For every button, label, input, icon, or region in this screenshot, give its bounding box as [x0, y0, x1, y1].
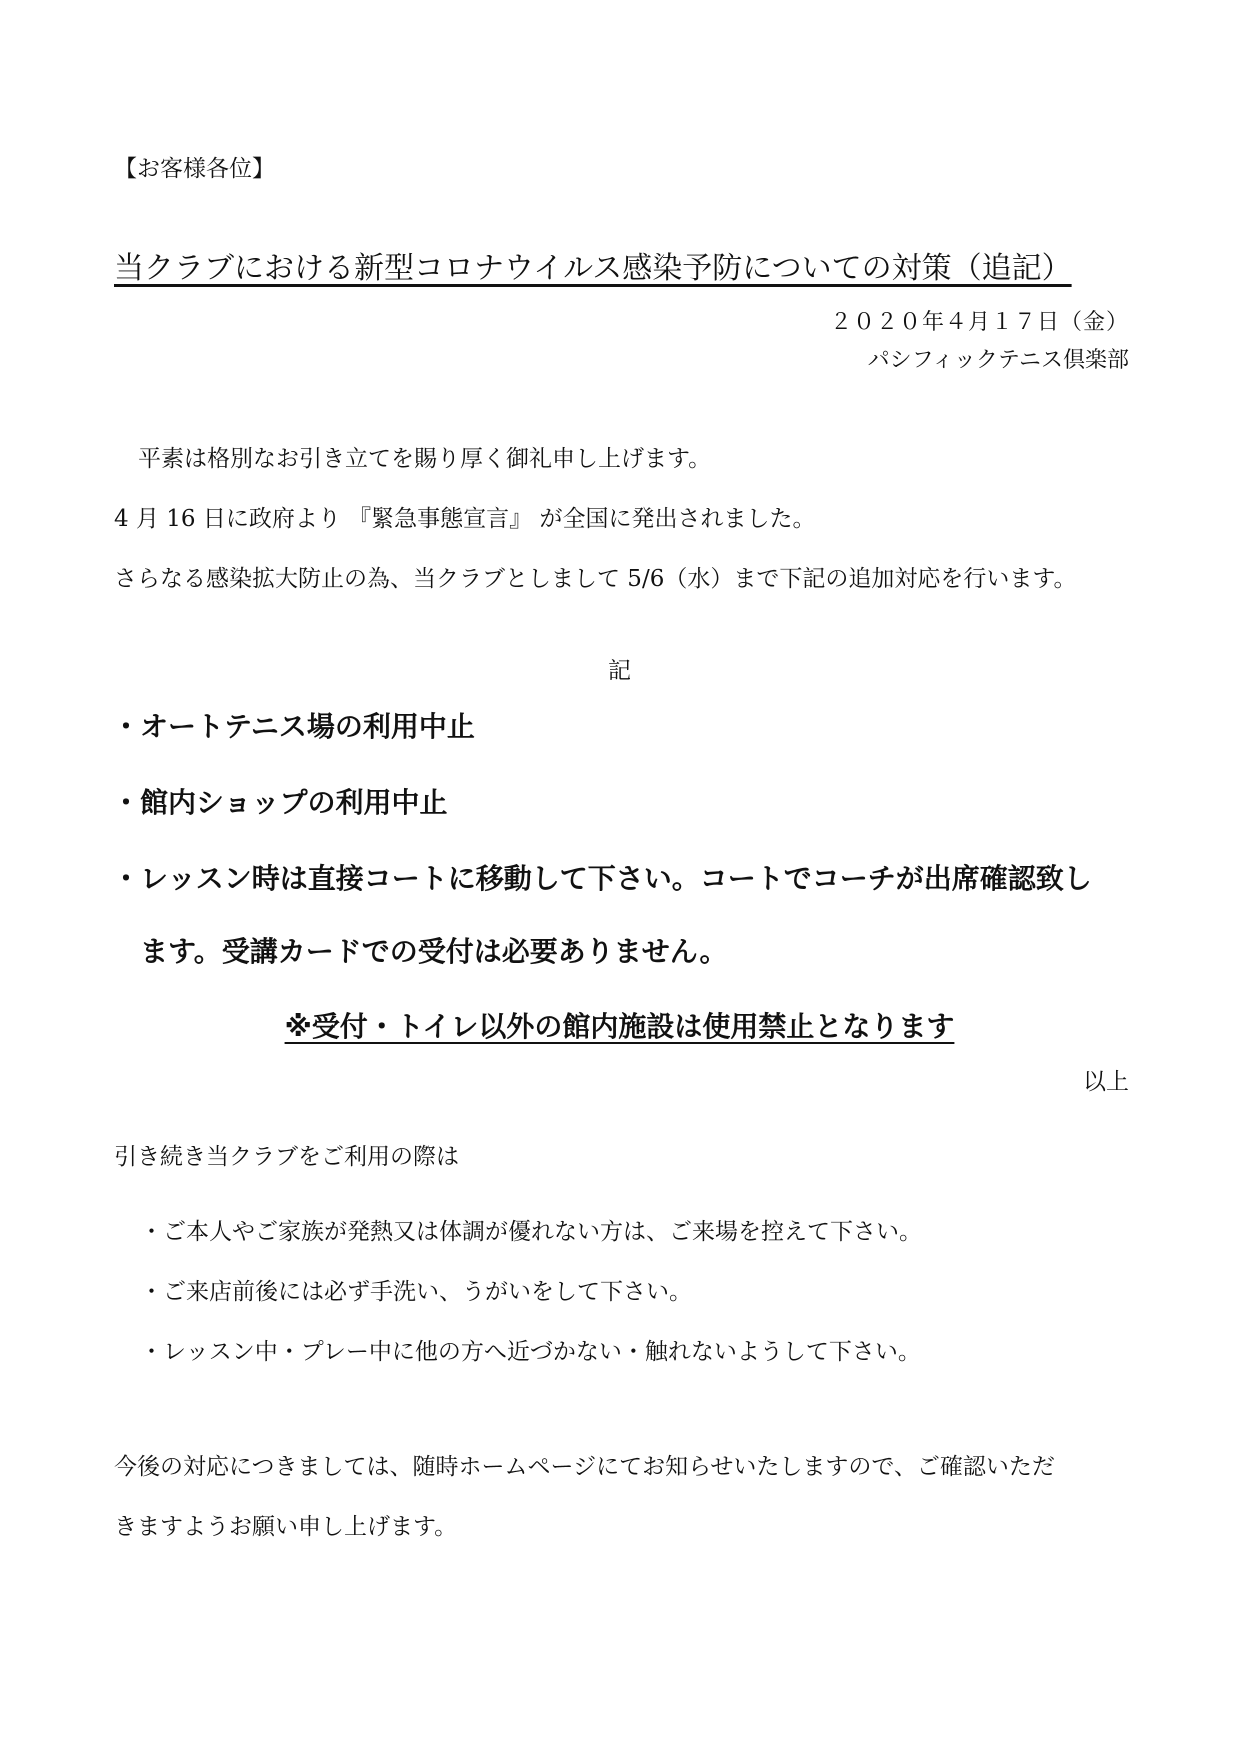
footer-line: 今後の対応につきましては、随時ホームページにてお知らせいたしますので、ご確認いただ	[114, 1454, 1055, 1480]
ki-heading: 記	[608, 658, 631, 684]
facility-notice: ※受付・トイレ以外の館内施設は使用禁止となります	[284, 1010, 955, 1043]
salutation: 【お客様各位】	[114, 156, 275, 182]
organization-name: パシフィックテニス倶楽部	[867, 348, 1129, 373]
request-item: ・ご本人やご家族が発熱又は体調が優れない方は、ご来場を控えて下さい。	[140, 1219, 922, 1245]
issue-date: ２０２０年４月１７日（金）	[829, 310, 1129, 335]
measure-item: ・オートテニス場の利用中止	[112, 710, 475, 743]
measures-paragraph: さらなる感染拡大防止の為、当クラブとしまして 5/6（水）まで下記の追加対応を行います。	[114, 566, 1077, 592]
measure-item-continued: ます。受講カードでの受付は必要ありません。	[140, 935, 728, 968]
page-title: 当クラブにおける新型コロナウイルス感染予防についての対策（追記）	[114, 251, 1072, 286]
measure-item: ・レッスン時は直接コートに移動して下さい。コートでコーチが出席確認致し	[112, 862, 1092, 895]
closing-mark: 以上	[1083, 1069, 1129, 1095]
requests-intro: 引き続き当クラブをご利用の際は	[114, 1144, 459, 1170]
request-item: ・ご来店前後には必ず手洗い、うがいをして下さい。	[140, 1279, 692, 1305]
measure-item: ・館内ショップの利用中止	[112, 786, 448, 819]
greeting-paragraph: 平素は格別なお引き立てを賜り厚く御礼申し上げます。	[138, 446, 712, 472]
request-item: ・レッスン中・プレー中に他の方へ近づかない・触れないようして下さい。	[140, 1339, 921, 1365]
footer-line: きますようお願い申し上げます。	[114, 1514, 458, 1540]
announcement-paragraph: 4 月 16 日に政府より 『緊急事態宣言』 が全国に発出されました。	[114, 506, 816, 532]
